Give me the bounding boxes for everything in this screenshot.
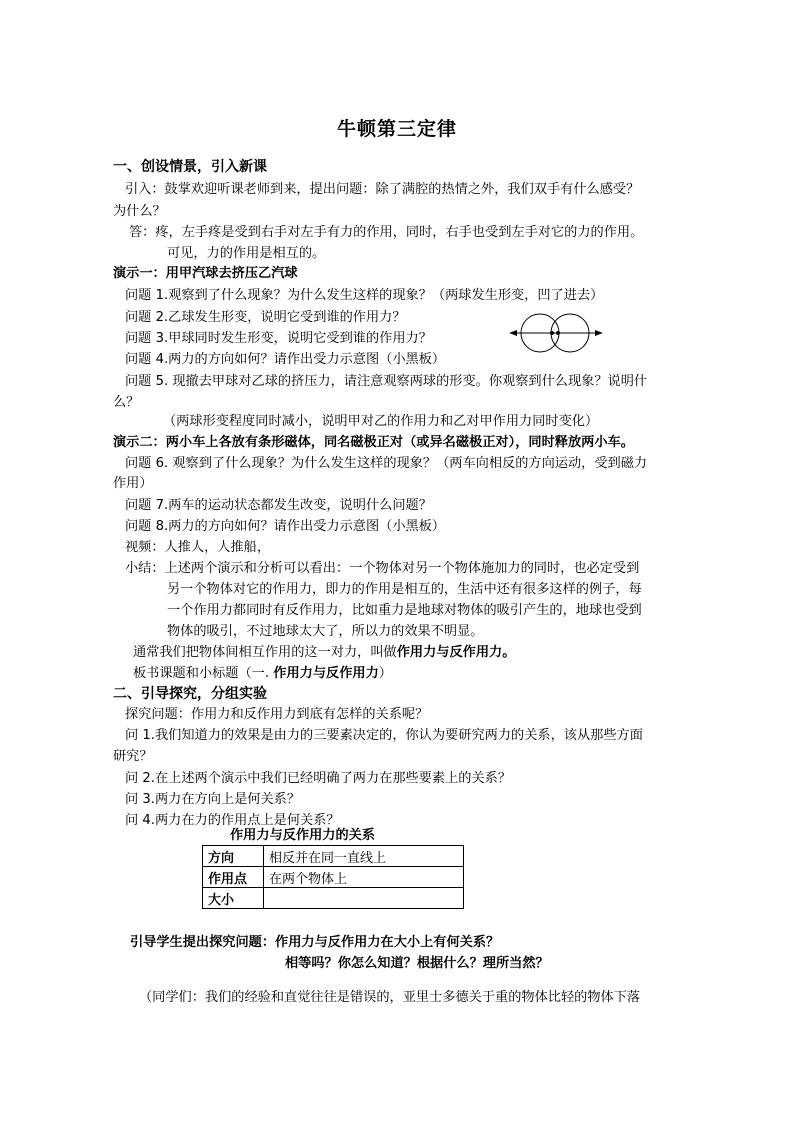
answer-line-1: 答：疼，左手疼是受到右手对左手有力的作用，同时，右手也受到左手对它的力的作用。 bbox=[129, 225, 644, 240]
board-line-suffix: ） bbox=[378, 666, 392, 681]
demo1-question-3: 问题 3.甲球同时发生形变，说明它受到谁的作用力？ bbox=[125, 331, 432, 346]
table-label-cell: 方向 bbox=[203, 846, 264, 867]
table-label-cell: 作用点 bbox=[203, 867, 264, 888]
board-line-bold: 作用力与反作用力 bbox=[273, 666, 379, 681]
summary-line-4: 物体的吸引，不过地球太大了，所以力的效果不明显。 bbox=[167, 624, 484, 639]
right-arrowhead bbox=[595, 330, 603, 336]
demo1-question-1: 问题 1.观察到了什么现象？为什么发生这样的现象？（两球发生形变，凹了进去） bbox=[125, 288, 604, 303]
table-label-cell: 大小 bbox=[203, 888, 264, 909]
table-row bbox=[203, 846, 464, 867]
guide-line-2: 相等吗？你怎么知道？根据什么？理所当然？ bbox=[285, 956, 549, 971]
intro-line-1: 引入：鼓掌欢迎听课老师到来，提出问题：除了满腔的热情之外，我们双手有什么感受？ bbox=[125, 182, 640, 197]
usual-line-bold: 作用力与反作用力。 bbox=[396, 645, 516, 660]
summary-line-1: 小结：上述两个演示和分析可以看出：一个物体对另一个物体施加力的同时，也必定受到 bbox=[125, 561, 640, 576]
section1-heading: 一、创设情景，引入新课 bbox=[113, 159, 267, 175]
demo1-question-2: 问题 2.乙球发生形变，说明它受到谁的作用力？ bbox=[125, 310, 406, 325]
explore-question: 探究问题：作用力和反作用力到底有怎样的关系呢？ bbox=[125, 707, 429, 722]
demo2-question-6-line-2: 作用） bbox=[113, 476, 153, 491]
demo2-question-6-line-1: 问题 6. 观察到了什么现象？为什么发生这样的现象？（两车向相反的方向运动，受到磁力 bbox=[125, 456, 648, 471]
intro-line-2: 为什么？ bbox=[113, 204, 166, 219]
answer-line-2: 可见，力的作用是相互的。 bbox=[167, 246, 326, 261]
last-line: （同学们：我们的经验和直觉往往是错误的，亚里士多德关于重的物体比轻的物体下落 bbox=[139, 990, 641, 1005]
summary-line-2: 另一个物体对它的作用力，即力的作用是相互的，生活中还有很多这样的例子，每 bbox=[167, 582, 642, 597]
demo2-question-8: 问题 8.两力的方向如何？请作出受力示意图（小黑板） bbox=[125, 519, 446, 534]
left-arrowhead bbox=[509, 330, 517, 336]
summary-line-3: 一个作用力都同时有反作用力，比如重力是地球对物体的吸引产生的，地球也受到 bbox=[167, 603, 642, 618]
contact-point-right bbox=[556, 331, 560, 335]
demo2-question-7: 问题 7.两车的运动状态都发生改变，说明什么问题？ bbox=[125, 498, 432, 513]
demo1-heading: 演示一：用甲汽球去挤压乙汽球 bbox=[113, 266, 298, 281]
table-value-cell: 相反并在同一直线上 bbox=[264, 846, 464, 867]
usual-line-text: 通常我们把物体间相互作用的这一对力，叫做 bbox=[133, 645, 397, 660]
question-2: 问 2.在上述两个演示中我们已经明确了两力在那些要素上的关系？ bbox=[125, 771, 512, 786]
question-4: 问 4.两力在力的作用点上是何关系？ bbox=[125, 813, 340, 828]
table-value-cell: 在两个物体上 bbox=[264, 867, 464, 888]
table-caption: 作用力与反作用力的关系 bbox=[230, 828, 376, 843]
question-1-line-1: 问 1.我们知道力的效果是由力的三要素决定的，你认为要研究两力的关系，该从那些方面 bbox=[125, 728, 643, 743]
demo1-question-4: 问题 4.两力的方向如何？请作出受力示意图（小黑板） bbox=[125, 352, 446, 367]
table-value-cell bbox=[264, 888, 464, 909]
demo1-question-5-line-1: 问题 5. 现撤去甲球对乙球的挤压力，请注意观察两球的形变。你观察到什么现象？说明什 bbox=[125, 374, 648, 389]
demo2-heading: 演示二：两小车上各放有条形磁体，同名磁极正对（或异名磁极正对），同时释放两小车。 bbox=[113, 435, 634, 450]
section2-heading: 二、引导探究，分组实验 bbox=[113, 686, 267, 702]
question-1-line-2: 研究？ bbox=[113, 749, 153, 764]
contact-point-left bbox=[550, 331, 554, 335]
relation-table bbox=[202, 845, 464, 909]
question-3: 问 3.两力在方向上是何关系？ bbox=[125, 792, 301, 807]
table-row bbox=[203, 888, 464, 909]
guide-line-1: 引导学生提出探究问题：作用力与反作用力在大小上有何关系？ bbox=[130, 935, 500, 950]
board-line bbox=[133, 666, 392, 682]
board-line-prefix: 板书课题和小标题（一. bbox=[133, 666, 274, 681]
table-row bbox=[203, 867, 464, 888]
demo1-question-5-line-2: 么？ bbox=[113, 395, 140, 410]
balloon-force-diagram bbox=[508, 312, 608, 356]
usual-line bbox=[133, 645, 515, 661]
demo1-note: （两球形变程度同时减小，说明甲对乙的作用力和乙对甲作用力同时变化） bbox=[163, 414, 599, 429]
video-line: 视频：人推人，人推船， bbox=[125, 540, 271, 555]
page-title: 牛顿第三定律 bbox=[336, 118, 457, 140]
